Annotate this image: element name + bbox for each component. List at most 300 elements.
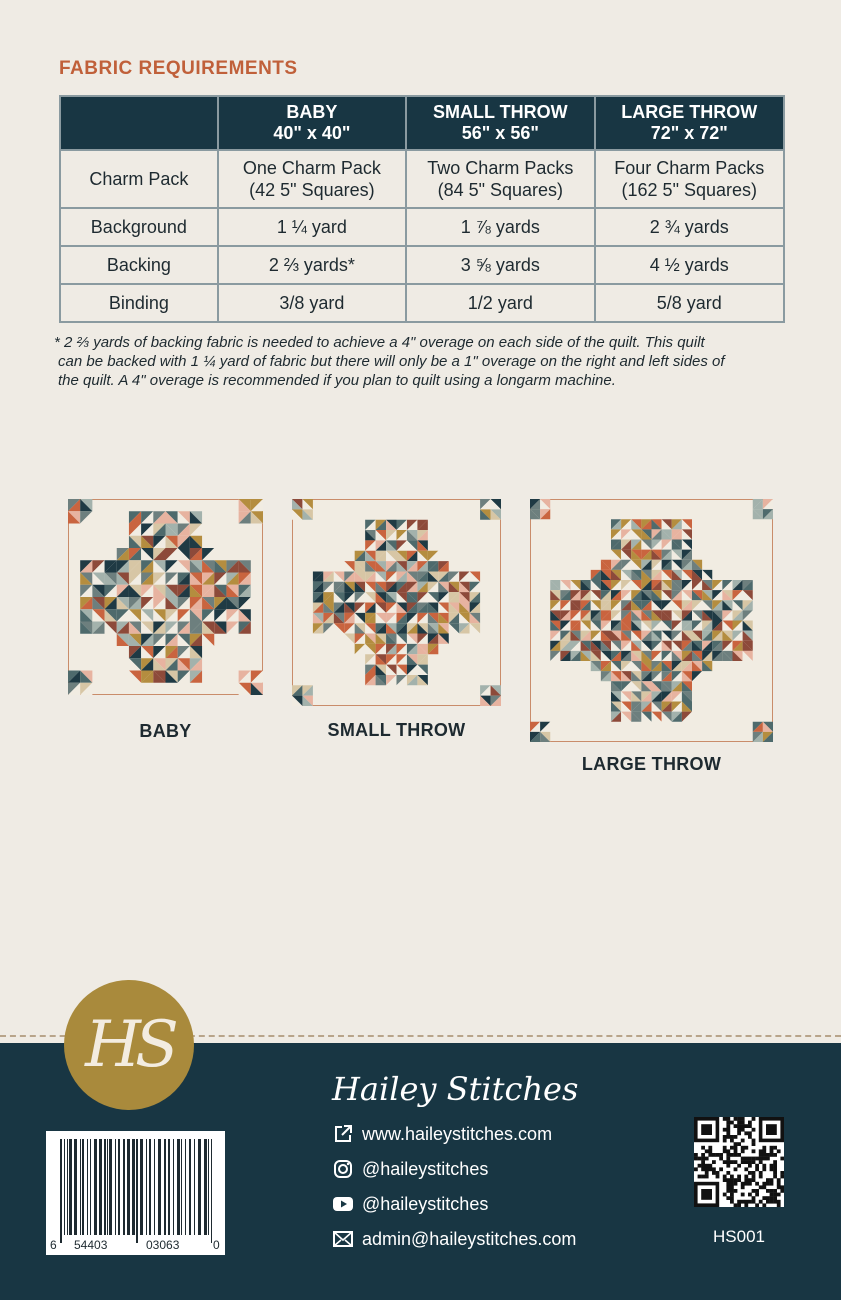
quilt-patch (662, 702, 672, 712)
quilt-patch (621, 671, 631, 681)
quilt-patch (733, 580, 743, 590)
quilt-patch (611, 702, 621, 712)
quilt-patch (702, 570, 712, 580)
qr-module (730, 1182, 734, 1186)
quilt-patch (672, 540, 682, 550)
quilt-patch (407, 551, 417, 561)
qr-module (741, 1128, 745, 1132)
quilt-patch (153, 524, 165, 536)
quilt-patch (355, 634, 365, 644)
quilt-patch (652, 529, 662, 539)
quilt-patch (702, 600, 712, 610)
quilt-patch (365, 634, 375, 644)
quilt-patch (662, 590, 672, 600)
quilt-patch (449, 592, 459, 602)
quilt-patch (601, 621, 611, 631)
qr-module (734, 1117, 738, 1121)
qr-code-pattern (694, 1117, 784, 1207)
qr-module (773, 1164, 777, 1168)
quilt-patch (621, 702, 631, 712)
qr-module (755, 1182, 759, 1186)
quilt-patch (743, 631, 753, 641)
quilt-patch (313, 571, 323, 581)
qr-module (773, 1171, 777, 1175)
quilt-patch (571, 621, 581, 631)
quilt-patch (92, 560, 104, 572)
quilt-patch (417, 623, 427, 633)
quilt-patch (641, 702, 651, 712)
quilt-patch (397, 644, 407, 654)
quilt-patch (712, 621, 722, 631)
qr-module (773, 1196, 777, 1200)
quilt-patch (571, 651, 581, 661)
quilt-patch (611, 631, 621, 641)
qr-code[interactable] (694, 1117, 784, 1207)
quilt-patch (105, 597, 117, 609)
qr-module (737, 1200, 741, 1204)
quilt-patch (292, 509, 302, 519)
header-baby: BABY 40" x 40" (218, 96, 406, 150)
barcode-digit: 6 (50, 1238, 57, 1252)
qr-module (723, 1128, 727, 1132)
quilt-patch (459, 603, 469, 613)
quilt-patch (540, 732, 550, 742)
quilt-patch (365, 530, 375, 540)
quilt-patch (591, 651, 601, 661)
qr-module (741, 1124, 745, 1128)
barcode-bar (64, 1139, 65, 1235)
qr-module (737, 1142, 741, 1146)
quilt-patch (611, 681, 621, 691)
quilt-patch (407, 603, 417, 613)
qr-module (701, 1164, 705, 1168)
quilt-patch (365, 592, 375, 602)
quilt-patch (190, 622, 202, 634)
quilt-patch (190, 597, 202, 609)
quilt-patch (652, 661, 662, 671)
qr-module (726, 1121, 730, 1125)
quilt-patch (571, 580, 581, 590)
quilt-patch (611, 560, 621, 570)
qr-module (770, 1178, 774, 1182)
qr-module (770, 1200, 774, 1204)
qr-module (737, 1203, 741, 1207)
quilt-patch (178, 573, 190, 585)
quilt-patch (540, 509, 550, 519)
barcode-bar (82, 1139, 84, 1235)
qr-module (730, 1193, 734, 1197)
barcode-bar (90, 1139, 91, 1235)
quilt-patch (611, 610, 621, 620)
quilt-patch (601, 600, 611, 610)
quilt-patch (672, 702, 682, 712)
quilt-patch (105, 585, 117, 597)
qr-module (705, 1164, 709, 1168)
qr-module (762, 1153, 766, 1157)
quilt-patch (376, 623, 386, 633)
quilt-patch (438, 561, 448, 571)
quilt-patch (92, 573, 104, 585)
quilt-patch (621, 570, 631, 580)
quilt-patch (355, 592, 365, 602)
quilt-patch (682, 671, 692, 681)
qr-module (777, 1178, 781, 1182)
quilt-patch (672, 600, 682, 610)
quilt-patch (682, 570, 692, 580)
quilt-patch (365, 613, 375, 623)
qr-module (726, 1153, 730, 1157)
quilt-patch (712, 641, 722, 651)
qr-module (730, 1178, 734, 1182)
barcode-bar (109, 1139, 112, 1235)
qr-module (762, 1182, 766, 1186)
qr-module (694, 1153, 698, 1157)
quilt-patch (438, 603, 448, 613)
qr-module (780, 1157, 784, 1161)
quilt-patch (407, 613, 417, 623)
quilt-patch (560, 610, 570, 620)
quilt-patch (722, 621, 732, 631)
qr-module (726, 1185, 730, 1189)
quilt-patch (591, 631, 601, 641)
qr-module (734, 1189, 738, 1193)
qr-module (712, 1167, 716, 1171)
quilt-patch (652, 651, 662, 661)
qr-module (698, 1164, 702, 1168)
quilt-patch (397, 665, 407, 675)
quilt-patch (129, 560, 141, 572)
table-cell: 3/8 yard (218, 284, 406, 322)
qr-module (766, 1200, 770, 1204)
quilt-patch (129, 536, 141, 548)
qr-module (777, 1182, 781, 1186)
table-row (60, 284, 784, 322)
quilt-patch (80, 622, 92, 634)
qr-module (719, 1157, 723, 1161)
youtube-text: @haileystitches (362, 1193, 489, 1214)
quilt-patch (540, 722, 550, 732)
quilt-patch (641, 681, 651, 691)
qr-module (773, 1193, 777, 1197)
quilt-patch (733, 651, 743, 661)
quilt-patch (129, 609, 141, 621)
qr-module (780, 1175, 784, 1179)
instagram-link[interactable] (332, 1158, 488, 1180)
quilt-patch (682, 600, 692, 610)
footnote-line: the quilt. A 4" overage is recommended if you plan to quilt using a longarm machine. (58, 372, 616, 389)
quilt-patch (417, 644, 427, 654)
quilt-patch (692, 560, 702, 570)
quilt-patch (417, 582, 427, 592)
quilt-patch (92, 585, 104, 597)
quilt-patch (682, 641, 692, 651)
quilt-patch (129, 634, 141, 646)
quilt-patch (601, 580, 611, 590)
quilt-patch (560, 621, 570, 631)
quilt-patch (631, 540, 641, 550)
qr-module (730, 1196, 734, 1200)
quilt-patch (652, 621, 662, 631)
quilt-patch (226, 622, 238, 634)
quilt-patch (682, 550, 692, 560)
quilt-patch (631, 560, 641, 570)
table-cell: Two Charm Packs (84 5" Squares) (406, 150, 594, 208)
qr-module (741, 1117, 745, 1121)
qr-module (759, 1200, 763, 1204)
qr-module (773, 1153, 777, 1157)
quilt-patch (641, 671, 651, 681)
table-row (60, 246, 784, 284)
quilt-patch (226, 573, 238, 585)
quilt-patch (621, 580, 631, 590)
qr-module (766, 1153, 770, 1157)
qr-module (762, 1146, 766, 1150)
quilt-patch (386, 634, 396, 644)
quilt-patch (428, 592, 438, 602)
quilt-patch (571, 631, 581, 641)
quilt-patch (386, 592, 396, 602)
quilt-patch (672, 681, 682, 691)
website-link[interactable] (332, 1123, 552, 1145)
quilt-patch (417, 634, 427, 644)
quilt-patch (480, 696, 490, 706)
quilt-patch (641, 580, 651, 590)
quilt-patch (417, 592, 427, 602)
quilt-patch (302, 509, 312, 519)
email-link[interactable] (332, 1228, 576, 1250)
qr-module (712, 1153, 716, 1157)
quilt-patch (702, 651, 712, 661)
qr-module (770, 1182, 774, 1186)
qr-module (741, 1185, 745, 1189)
quilt-patch (428, 551, 438, 561)
quilt-patch (672, 529, 682, 539)
quilt-patch (105, 573, 117, 585)
quilt-patch (581, 651, 591, 661)
quilt-patch (190, 548, 202, 560)
youtube-link[interactable] (332, 1193, 488, 1215)
barcode-bar (94, 1139, 97, 1235)
quilt-patch (129, 548, 141, 560)
quilt-patch (190, 524, 202, 536)
qr-module (766, 1157, 770, 1161)
quilt-patch (417, 603, 427, 613)
barcode-bar (132, 1139, 135, 1235)
quilt-patch (682, 540, 692, 550)
quilt-patch (239, 499, 251, 511)
qr-module (694, 1167, 698, 1171)
mail-icon (332, 1228, 354, 1250)
qr-module (708, 1167, 712, 1171)
qr-module (762, 1149, 766, 1153)
quilt-patch (672, 580, 682, 590)
quilt-patch (166, 585, 178, 597)
barcode-bar (158, 1139, 161, 1235)
qr-module (726, 1160, 730, 1164)
qr-module (780, 1171, 784, 1175)
qr-module (730, 1185, 734, 1189)
quilt-patch (141, 560, 153, 572)
quilt-patch (652, 580, 662, 590)
quilt-patch (621, 529, 631, 539)
quilt-patch (117, 622, 129, 634)
quilt-patch (591, 590, 601, 600)
quilt-patch (449, 623, 459, 633)
qr-module (723, 1149, 727, 1153)
barcode-bar (173, 1139, 174, 1235)
qr-module (741, 1121, 745, 1125)
quilt-patch (722, 590, 732, 600)
quilt-patch (621, 712, 631, 722)
quilt-patch (672, 631, 682, 641)
quilt-patch (428, 582, 438, 592)
quilt-patch (178, 524, 190, 536)
qr-module (701, 1153, 705, 1157)
quilt-patch (652, 712, 662, 722)
quilt-diagram-large-throw (530, 499, 773, 742)
qr-module (726, 1149, 730, 1153)
quilt-patch (153, 658, 165, 670)
quilt-patch (652, 550, 662, 560)
quilt-patch (662, 641, 672, 651)
quilt-patch (407, 520, 417, 530)
quilt-patch (621, 560, 631, 570)
quilt-patch (621, 600, 631, 610)
qr-module (723, 1117, 727, 1121)
quilt-patch (141, 511, 153, 523)
qr-module (734, 1203, 738, 1207)
qr-module (755, 1157, 759, 1161)
quilt-patch (672, 570, 682, 580)
quilt-patch (334, 603, 344, 613)
quilt-patch (355, 582, 365, 592)
quilt-patch (407, 675, 417, 685)
quilt-patch (591, 641, 601, 651)
qr-module (755, 1193, 759, 1197)
barcode-digit: 03063 (146, 1238, 180, 1252)
quilt-patch (611, 651, 621, 661)
qr-module (752, 1157, 756, 1161)
quilt-patch (141, 536, 153, 548)
quilt-patch (141, 524, 153, 536)
quilt-patch (652, 590, 662, 600)
quilt-patch (251, 671, 263, 683)
quilt-patch (178, 609, 190, 621)
quilt-patch (407, 634, 417, 644)
quilt-patch (376, 613, 386, 623)
quilt-patch (581, 641, 591, 651)
quilt-patch (355, 571, 365, 581)
quilt-patch (652, 610, 662, 620)
quilt-patch (202, 573, 214, 585)
quilt-patch (302, 499, 312, 509)
quilt-patch (153, 548, 165, 560)
qr-module (726, 1189, 730, 1193)
quilt-patch (712, 580, 722, 590)
quilt-patch (344, 623, 354, 633)
quilt-patch (621, 691, 631, 701)
quilt-patch (202, 609, 214, 621)
quilt-patch (682, 681, 692, 691)
quilt-patch (92, 597, 104, 609)
quilt-patch (178, 622, 190, 634)
quilt-patch (313, 582, 323, 592)
footnote-line: * 2 ⅔ yards of backing fabric is needed to achieve a 4" overage on each side of the quilt. This quilt (54, 334, 705, 351)
qr-module (723, 1160, 727, 1164)
table-row (60, 150, 784, 208)
quilt-patch (631, 621, 641, 631)
header-small-throw: SMALL THROW 56" x 56" (406, 96, 594, 150)
quilt-patch (662, 570, 672, 580)
quilt-patch (226, 560, 238, 572)
quilt-patch (407, 654, 417, 664)
quilt-patch (459, 592, 469, 602)
quilt-patch (239, 511, 251, 523)
quilt-patch (166, 646, 178, 658)
qr-module (762, 1157, 766, 1161)
quilt-patch (702, 661, 712, 671)
quilt-patch (662, 631, 672, 641)
qr-module (701, 1146, 705, 1150)
barcode-bar (104, 1139, 106, 1235)
quilt-patch (190, 609, 202, 621)
qr-module (752, 1175, 756, 1179)
quilt-patch (449, 582, 459, 592)
qr-module (734, 1167, 738, 1171)
qr-module (748, 1121, 752, 1125)
quilt-patch (376, 561, 386, 571)
quilt-patch (571, 590, 581, 600)
qr-module (744, 1146, 748, 1150)
quilt-patch (129, 646, 141, 658)
quilt-patch (407, 582, 417, 592)
qr-module (777, 1203, 781, 1207)
qr-module (766, 1189, 770, 1193)
quilt-diagram-baby (68, 499, 263, 695)
quilt-patch (239, 597, 251, 609)
qr-module (762, 1167, 766, 1171)
qr-module (766, 1182, 770, 1186)
table-row (60, 208, 784, 246)
quilt-patch (560, 580, 570, 590)
qr-module (762, 1196, 766, 1200)
qr-module (730, 1160, 734, 1164)
header-empty (60, 96, 218, 150)
quilt-patch (417, 571, 427, 581)
quilt-patch (652, 570, 662, 580)
quilt-patch (153, 573, 165, 585)
qr-module (748, 1124, 752, 1128)
qr-module (748, 1157, 752, 1161)
instagram-icon (332, 1158, 354, 1180)
barcode-bar (118, 1139, 120, 1235)
quilt-patch (641, 529, 651, 539)
quilt-patch (129, 658, 141, 670)
quilt-patch (662, 621, 672, 631)
quilt-patch (560, 600, 570, 610)
barcode-bar (185, 1139, 186, 1235)
email-text: admin@haileystitches.com (362, 1228, 577, 1249)
quilt-patch (407, 530, 417, 540)
qr-module (726, 1171, 730, 1175)
qr-module (773, 1189, 777, 1193)
barcode-bar (69, 1139, 72, 1235)
qr-module (741, 1193, 745, 1197)
quilt-patch (397, 530, 407, 540)
quilt-patch (763, 499, 773, 509)
quilt-patch (417, 540, 427, 550)
quilt-patch (560, 631, 570, 641)
